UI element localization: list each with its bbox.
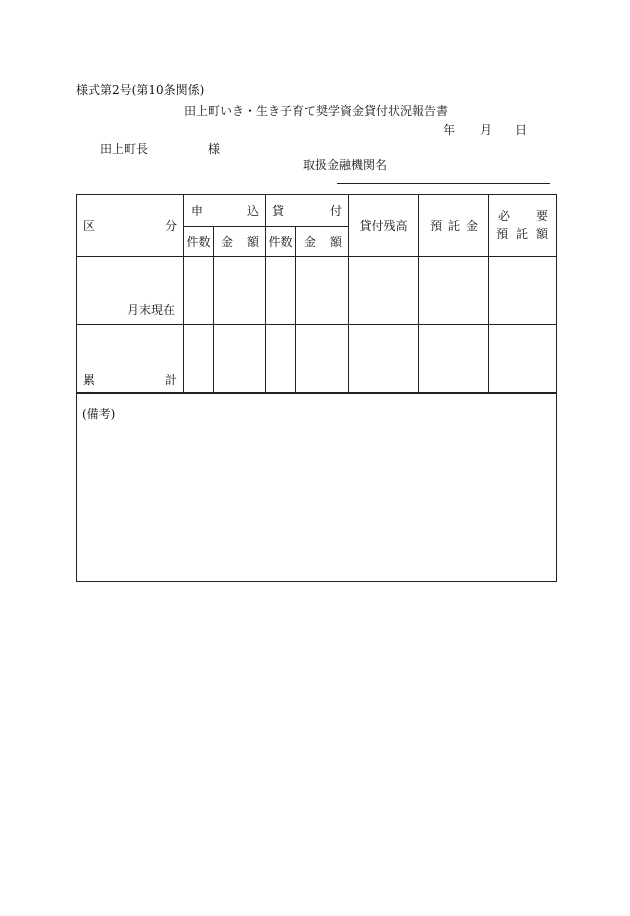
date-month-label: 月 (480, 123, 493, 137)
addressee-name: 田上町長 (100, 142, 149, 156)
category-header: 区 分 (83, 218, 177, 233)
report-table (76, 194, 557, 582)
loan-balance-header: 貸付残高 (359, 218, 408, 233)
row-cumulative-label: 累 計 (83, 372, 177, 387)
loan-header: 貸 付 (272, 203, 342, 218)
row-month-end-label: 月末現在 (127, 303, 176, 317)
required-deposit-header-line2: 預 託 額 (496, 226, 548, 241)
institution-signature-line (337, 183, 550, 184)
application-count-header: 件数 (186, 234, 211, 249)
document-title: 田上町いき・生き子育て奨学資金貸付状況報告書 (184, 104, 449, 118)
loan-count-header: 件数 (268, 234, 293, 249)
addressee-honorific: 様 (208, 142, 221, 156)
date-day-label: 日 (515, 123, 528, 137)
date-year-label: 年 (443, 123, 456, 137)
application-amount-header: 金 額 (221, 234, 259, 249)
institution-label: 取扱金融機関名 (303, 158, 388, 172)
loan-amount-header: 金 額 (304, 234, 342, 249)
form-number: 様式第2号(第10条関係) (76, 83, 205, 97)
deposit-header: 預 託 金 (430, 218, 478, 233)
required-deposit-header-line1: 必 要 (498, 208, 548, 223)
application-header: 申 込 (191, 203, 259, 218)
remarks-label: (備考) (82, 407, 116, 421)
